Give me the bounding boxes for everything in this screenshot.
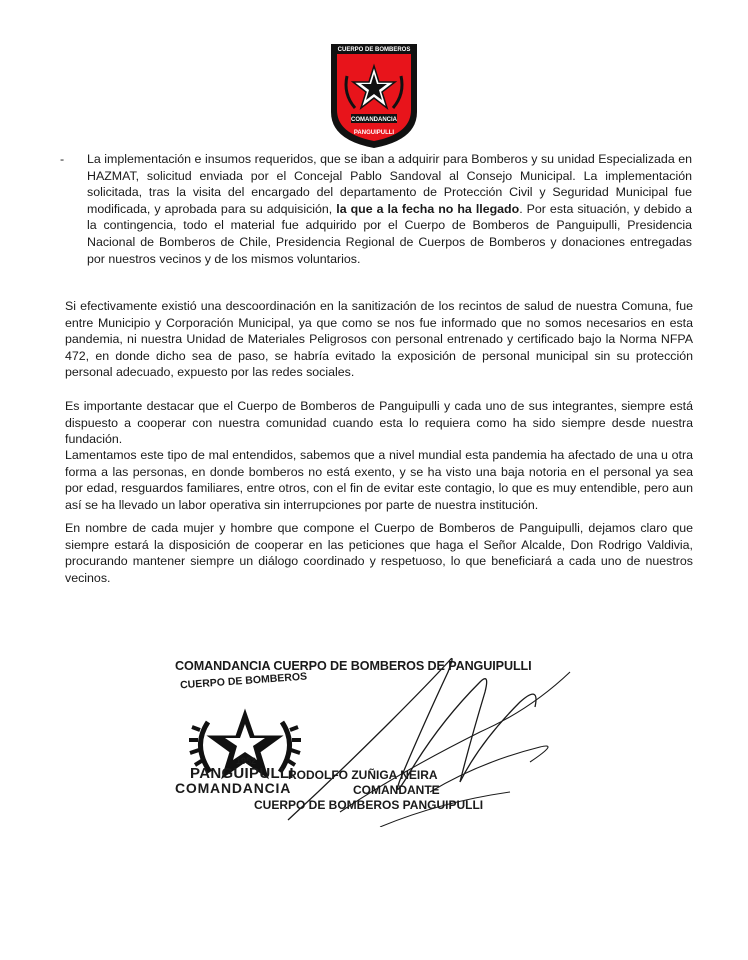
bullet-text <box>87 151 692 267</box>
bullet-bold-text: la que a la fecha no ha llegado <box>336 201 520 216</box>
seal-year: 1952 <box>236 756 257 766</box>
paragraph-misunderstanding: Lamentamos este tipo de mal entendidos, sabemos que a nivel mundial esta pandemia ha afectado de una u otra forma a las personas, en donde bomberos no está exento, y se ha visto una baja notoria en el personal ya sea por edad, resguardos familiares, entre otros, con el fin de evitar este contagio, lo que es muy entendible, pero aun así se ha llevado un labor operativa sin interrupciones por parte de nuestra institución. <box>65 448 693 512</box>
seal-comandancia: COMANDANCIA <box>175 780 292 796</box>
signer-title: COMANDANTE <box>353 783 440 797</box>
bullet-dash: - <box>60 152 65 166</box>
logo-mid-text: COMANDANCIA <box>351 117 397 123</box>
seal-city: PANGUIPULLI <box>190 765 294 782</box>
signer-organization: CUERPO DE BOMBEROS PANGUIPULLI <box>254 798 484 812</box>
bullet-text-start: La implementación e insumos requeridos, que se iban a adquirir para Bomberos y su unidad Especializada en HAZMAT, solicitud enviada por el Concejal Pablo Sandoval al Consejo Municipal. La implementación solicitada, tras la visita del encargado del departamento de Protección Civil y Seguridad Municipal fue modificada, y aprobada para su adquisición, <box>87 152 692 216</box>
handwritten-signature <box>280 652 580 827</box>
signature-heading: COMANDANCIA CUERPO DE BOMBEROS DE PANGUIPULLI <box>175 659 532 673</box>
seal-top-text: CUERPO DE BOMBEROS <box>179 670 308 692</box>
logo-top-text: CUERPO DE BOMBEROS <box>337 47 411 53</box>
fire-department-logo <box>329 42 419 150</box>
paragraph-coordination: Si efectivamente existió una descoordinación en la sanitización de los recintos de salud de nuestra Comuna, fue entre Municipio y Corporación Municipal, ya que como se nos fue informado que no somos necesarios en esta pandemia, ni nuestra Unidad de Materiales Peligrosos con personal entrenado y certificado bajo la Norma NFPA 472, en donde dicho sea de paso, se habría evitado la exposición de personal municipal sin su protección personal adecuado, expuesto por las redes sociales. <box>65 299 693 380</box>
bullet-item <box>60 151 692 267</box>
signer-name: RODOLFO ZUÑIGA NEIRA <box>288 768 438 782</box>
signature-block <box>170 652 590 832</box>
paragraph-commitment: Es importante destacar que el Cuerpo de Bomberos de Panguipulli y cada uno de sus integrantes, siempre está dispuesto a cooperar con nuestra comunidad cuando esta lo requiera como ha sido siempre desde nuestra fundación. <box>65 399 693 447</box>
shield-emblem-icon <box>329 42 419 150</box>
bullet-text-end: . Por esta situación, y debido a la contingencia, todo el material fue adquirido por el Cuerpo de Bomberos de Panguipulli, Presidencia Nacional de Bomberos de Chile, Presidencia Regional de Cuerpos de Bomberos y donaciones entregadas por nuestros vecinos y de los mismos voluntarios. <box>87 201 692 266</box>
paragraph-closing: En nombre de cada mujer y hombre que compone el Cuerpo de Bomberos de Panguipulli, dejamos claro que siempre estará la disposición de cooperar en las peticiones que haga el Señor Alcalde, Don Rodrigo Valdivia, procurando mantener siempre un diálogo coordinado y respetuoso, lo que beneficiará a cada uno de nuestros vecinos. <box>65 521 693 585</box>
logo-bottom-text: PANGUIPULLI <box>353 130 395 136</box>
